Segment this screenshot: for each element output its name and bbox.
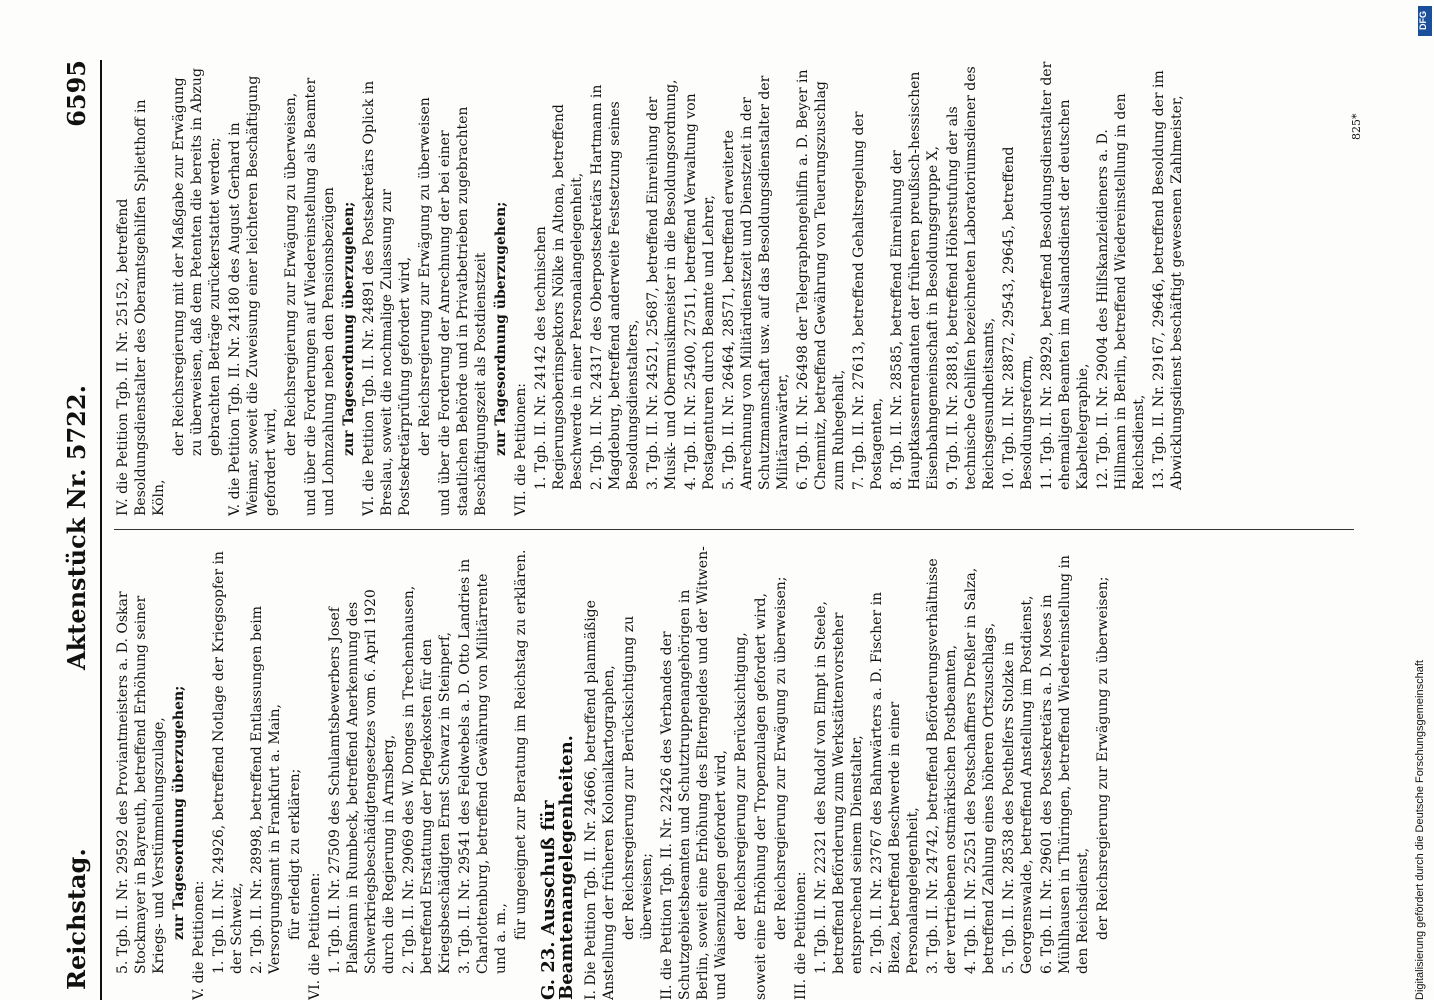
left-column — [114, 545, 1114, 1000]
page-header — [60, 60, 102, 1000]
petition-item: 1. Tgb. II. Nr. 24142 des technischen Regierungsoberinspektors Nölke in Altona, betreffend Beschwerde in einer Personalangelegenheit, — [533, 104, 585, 490]
petition-item: 2. Tgb. II. Nr. 23767 des Bahnwärters a. D. Fischer in Bieza, betreffend Beschwerde in einer Personalangelegenheit, — [869, 591, 921, 974]
petition-item: 8. Tgb. II. Nr. 28585, betreffend Einreihung der Hauptkassenrendanten der früheren preußisch-hessischen Eisenbahngemeinschaft in Besoldungsgruppe X, — [889, 71, 941, 490]
petition-item: 3. Tgb. II. Nr. 24742, betreffend Beförderungsverhältnisse der vertriebenen ostmärkischen Postbeamten, — [925, 558, 959, 974]
committee-heading: G. 23. Ausschuß für Beamtenangelegenheiten. — [538, 735, 577, 1000]
section-title: VII. die Petitionen: — [513, 383, 529, 516]
right-column — [114, 61, 1188, 516]
decision-text: für ungeeignet zur Beratung im Reichstag zu erklären. — [513, 549, 529, 940]
condition-text: soweit eine Erhöhung der Tropenzulagen gefordert wird, — [753, 593, 769, 1000]
petition-item: 2. Tgb. II. Nr. 29069 des W. Donges in Trechenhausen, betreffend Erstattung der Pflegekosten für den Kriegsbeschädigten Ernst Schwarz in Steinperf, — [401, 585, 453, 974]
petition-item: I. Die Petition Tgb. II. Nr. 24666, betreffend planmäßige Anstellung der früheren Kolonialkartographen, — [583, 600, 617, 1000]
section-title: VI. die Petitionen: — [307, 872, 323, 1000]
petition-item: 7. Tgb. II. Nr. 27613, betreffend Gehaltsregelung der Postagenten, — [851, 111, 885, 490]
petition-item: 1. Tgb. II. Nr. 27509 des Schulamtsbewerbers Josef Plaßmann in Rumbeck, betreffend Anerkennung des Schwerkriegsbeschädigtengesetzes vom 6. April 1920 durch die Regierung in Arnsberg, — [327, 589, 397, 974]
section-title: V. die Petitionen: — [191, 880, 207, 1000]
dfg-logo-text: DFG — [1418, 11, 1428, 30]
petition-item: 5. Tgb. II. Nr. 28538 des Posthelfers Stolzke in Georgenswalde, betreffend Anstellung im Postdienst, — [1001, 595, 1035, 974]
petition-item: VI. die Petition Tgb. II. Nr. 24891 des Postsekretärs Oplick in Breslau, soweit die nochmalige Zulassung zur Postsekretärprüfung gefordert wird, — [361, 80, 413, 516]
petition-item: II. die Petition Tgb. II. Nr. 22426 des Verbandes der Schutzgebietsbeamten und Schutztruppenangehörigen in Berlin, soweit eine Erhöhung des Elterngeldes und der Witwen- und Waisenzulagen gefordert wird, — [659, 546, 729, 1000]
petition-item: IV. die Petition Tgb. II. Nr. 25152, betreffend Besoldungsdienstalter des Oberamtsgehilfen Splietthoff in Köln, — [115, 99, 167, 516]
sheet-number: 825* — [1350, 113, 1363, 140]
decision-text: für erledigt zu erklären; — [287, 768, 303, 940]
petition-item: 12. Tgb. II. Nr. 29004 des Hilfskanzleidieners a. D. Hillmann in Berlin, betreffend Wiedereinstellung in den Reichsdienst, — [1095, 93, 1147, 490]
header-left: Reichstag. — [62, 848, 91, 990]
petition-item: 5. Tgb. II. Nr. 26464, 28571, betreffend erweiterte Anrechnung von Militärdienstzeit und Dienstzeit in der Schutzmannschaft usw. auf das Besoldungsdienstalter der Militäranwärter, — [721, 75, 791, 490]
condition-text: und über die Forderungen auf Wiedereinstellung als Beamter und Lohnzahlung neben den Pensionsbezügen — [303, 77, 337, 516]
petition-item: 11. Tgb. II. Nr. 28929, betreffend Besoldungsdienstalter der ehemaligen Beamten im Auslandsdienst der deutschen Kabeltelegraphie, — [1039, 61, 1091, 490]
decision-text: der Reichsregierung zur Erwägung zu überweisen — [417, 97, 433, 456]
petition-item: 3. Tgb. II. Nr. 24521, 25687, betreffend Einreihung der Musik- und Obermusikmeister in die Besoldungsordnung, — [645, 79, 679, 490]
petition-item: 4. Tgb. II. Nr. 25400, 27511, betreffend Verwaltung von Postagenturen durch Beamte und Lehrer, — [683, 93, 717, 490]
digitization-credit: Digitalisierung gefördert durch die Deutsche Forschungsgemeinschaft — [1414, 660, 1426, 1000]
decision-text: der Reichsregierung zur Berücksichtigung zu überweisen; — [621, 615, 655, 940]
condition-text: und über die Forderung der Anrechnung der bei einer staatlichen Behörde und in Privatbetrieben zugebrachten Beschäftigungszeit als Postdienstzeit — [437, 106, 489, 516]
petition-item: 6. Tgb. II. Nr. 26498 der Telegraphengehilfin a. D. Beyer in Chemnitz, betreffend Gewährung von Teuerungszuschlag zum Ruhegehalt, — [795, 69, 847, 490]
petition-item: 5. Tgb. II. Nr. 29592 des Proviantmeisters a. D. Oskar Stockmayer in Bayreuth, betreffend Erhöhung seiner Kriegs- und Verstümmelungszulage, — [115, 591, 167, 974]
petition-item: 6. Tgb. II. Nr. 29601 des Postsekretärs a. D. Moses in Mühlhausen in Thüringen, betreffend Wiedereinstellung in den Reichsdienst, — [1039, 555, 1091, 974]
petition-item: 3. Tgb. II. Nr. 29541 des Feldwebels a. D. Otto Landries in Charlottenburg, betreffend Gewährung von Militärrente und a. m., — [457, 558, 509, 974]
decision-text: der Reichsregierung zur Erwägung zu überweisen, — [283, 92, 299, 456]
petition-item: 1. Tgb. II. Nr. 22321 des Rudolf von Elmpt in Steele, betreffend Beförderung zum Werkstättenvorsteher entsprechend seinem Dienstalter, — [813, 601, 865, 974]
decision-text: zur Tagesordnung überzugehen; — [341, 201, 357, 456]
rotated-document-page — [60, 60, 1380, 1000]
decision-text: zur Tagesordnung überzugehen; — [493, 201, 509, 456]
petition-item: 2. Tgb. II. Nr. 24317 des Oberpostsekretärs Hartmann in Magdeburg, betreffend anderweite Festsetzung seines Besoldungsdienstalters, — [589, 84, 641, 490]
petition-item: 1. Tgb. II. Nr. 24926, betreffend Notlage der Kriegsopfer in der Schweiz, — [211, 551, 245, 974]
section-title: III. die Petitionen: — [793, 871, 809, 1000]
petition-item: 4. Tgb. II. Nr. 25251 des Postschaffners Dreßler in Salza, betreffend Zahlung eines höheren Ortszuschlags, — [963, 567, 997, 974]
decision-text: zur Tagesordnung überzugehen; — [171, 685, 187, 940]
decision-text: der Reichsregierung zur Erwägung zu überweisen; — [1095, 576, 1111, 940]
decision-text: der Reichsregierung zur Berücksichtigung, — [733, 632, 749, 940]
petition-item: 9. Tgb. II. Nr. 28818, betreffend Höherstufung der als technische Gehilfen bezeichneten Laboratoriumsdiener des Reichsgesundheitsamts, — [945, 66, 997, 490]
column-divider — [114, 529, 1354, 530]
petition-item: 10. Tgb. II. Nr. 28872, 29543, 29645, betreffend Besoldungsreform, — [1001, 146, 1035, 490]
header-middle: Aktenstück Nr. 5722. — [62, 385, 91, 670]
page-number: 6595 — [62, 60, 91, 127]
petition-item: V. die Petition Tgb. II. Nr. 24180 des August Gerhard in Weimar, soweit die Zuweisung einer leichteren Beschäftigung gefordert wird, — [227, 75, 279, 516]
side-note — [1414, 10, 1432, 1000]
petition-item: 2. Tgb. II. Nr. 28998, betreffend Entlassungen beim Versorgungsamt in Frankfurt a. Main, — [249, 606, 283, 974]
decision-text: der Reichsregierung mit der Maßgabe zur Erwägung zu überweisen, daß dem Petenten die bereits in Abzug gebrachten Beträge zurückerstattet werden; — [171, 68, 223, 456]
petition-item: 13. Tgb. II. Nr. 29167, 29646, betreffend Besoldung der im Abwicklungsdienst beschäftigt gewesenen Zahlmeister, — [1151, 70, 1185, 490]
decision-text: der Reichsregierung zur Erwägung zu überweisen; — [773, 576, 789, 940]
